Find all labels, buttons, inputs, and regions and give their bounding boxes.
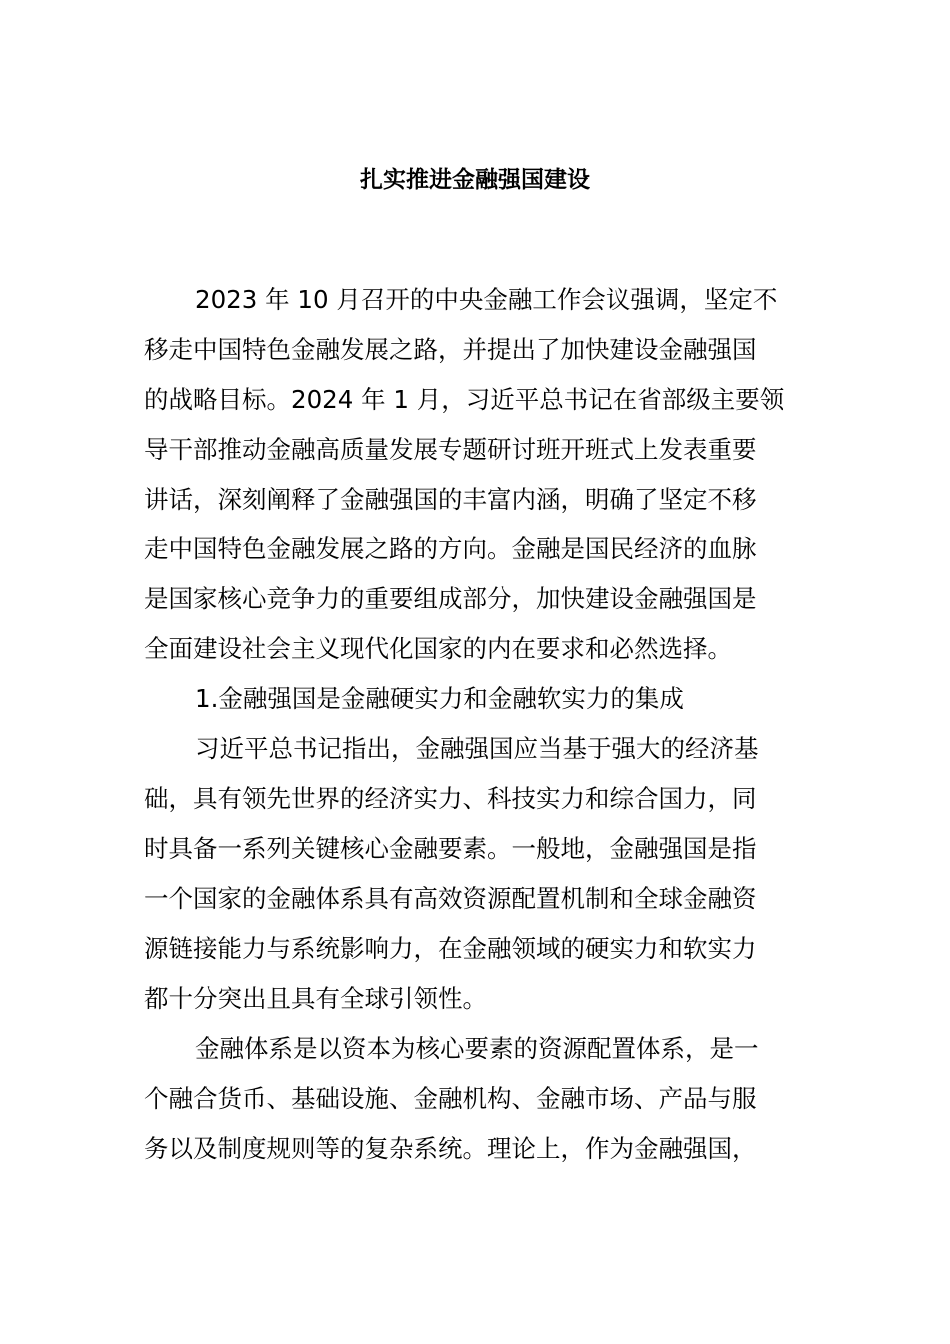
paragraph-line: 都十分突出且具有全球引领性。 — [144, 984, 487, 1013]
paragraph-line: 的战略目标。2024 年 1 月，习近平总书记在省部级主要领 — [144, 385, 785, 414]
paragraph-line: 讲话，深刻阐释了金融强国的丰富内涵，明确了坚定不移 — [144, 485, 757, 514]
paragraph-line: 习近平总书记指出，金融强国应当基于强大的经济基 — [195, 734, 759, 763]
paragraph-line: 础，具有领先世界的经济实力、科技实力和综合国力，同 — [144, 784, 757, 813]
paragraph-line: 是国家核心竞争力的重要组成部分，加快建设金融强国是 — [144, 584, 757, 613]
paragraph-line: 个融合货币、基础设施、金融机构、金融市场、产品与服 — [144, 1084, 757, 1113]
paragraph-line: 移走中国特色金融发展之路，并提出了加快建设金融强国 — [144, 335, 757, 364]
paragraph-line: 务以及制度规则等的复杂系统。理论上，作为金融强国， — [144, 1134, 757, 1163]
section-heading: 1.金融强国是金融硬实力和金融软实力的集成 — [195, 684, 684, 713]
paragraph-line: 2023 年 10 月召开的中央金融工作会议强调，坚定不 — [195, 285, 778, 314]
paragraph-line: 时具备一系列关键核心金融要素。一般地，金融强国是指 — [144, 834, 757, 863]
paragraph-line: 源链接能力与系统影响力，在金融领域的硬实力和软实力 — [144, 934, 757, 963]
paragraph-line: 全面建设社会主义现代化国家的内在要求和必然选择。 — [144, 634, 732, 663]
paragraph-line: 金融体系是以资本为核心要素的资源配置体系，是一 — [195, 1034, 759, 1063]
paragraph-line: 走中国特色金融发展之路的方向。金融是国民经济的血脉 — [144, 534, 757, 563]
document-title: 扎实推进金融强国建设 — [360, 167, 590, 193]
paragraph-line: 一个国家的金融体系具有高效资源配置机制和全球金融资 — [144, 884, 757, 913]
paragraph-line: 导干部推动金融高质量发展专题研讨班开班式上发表重要 — [144, 435, 757, 464]
